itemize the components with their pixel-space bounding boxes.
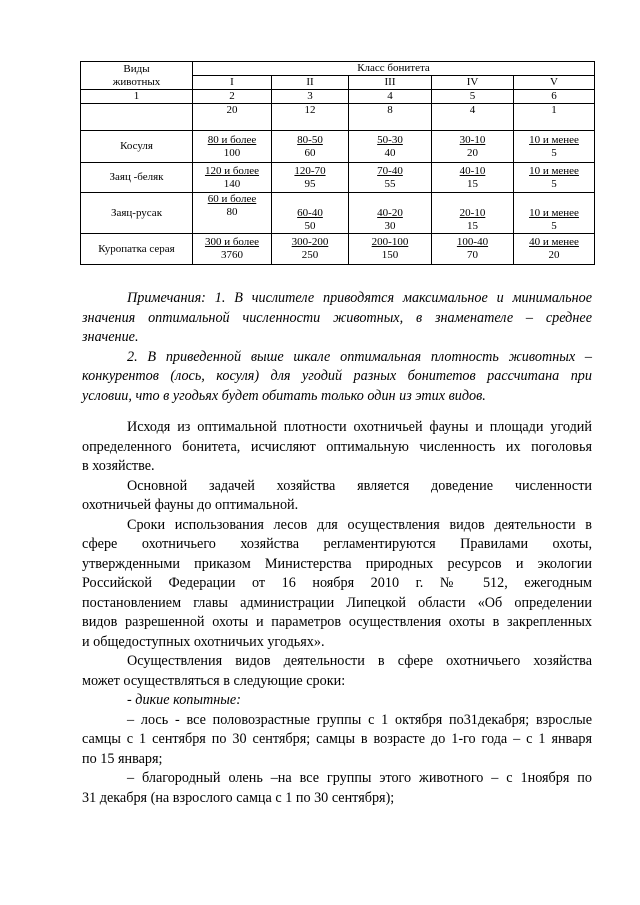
paragraph-3-line: Российской Федерации от 16 ноября 2010 г. № 512, ежегодным xyxy=(82,575,592,591)
column-number: 1 xyxy=(81,90,193,104)
average-value: 20 xyxy=(466,146,478,159)
coefficient-cell: 20 xyxy=(193,104,272,131)
paragraph-1-line: определенного бонитета, исчисляют оптимальную численность их поголовья xyxy=(82,438,592,455)
value-cell xyxy=(432,163,514,193)
average-value: 15 xyxy=(466,177,478,190)
max-min-value: 60 и более xyxy=(207,193,257,205)
value-cell xyxy=(193,193,272,234)
average-value: 5 xyxy=(551,177,557,190)
coefficient-cell: 1 xyxy=(514,104,595,131)
average-value: 55 xyxy=(384,177,396,190)
max-min-value: 60-40 xyxy=(297,207,323,219)
max-min-value: 40-20 xyxy=(377,207,403,219)
class-1-header: I xyxy=(193,76,272,90)
max-min-value: 200-100 xyxy=(371,236,409,248)
paragraph-4-line: может осуществляться в следующие сроки: xyxy=(82,672,346,689)
species-name: Куропатка серая xyxy=(81,234,193,265)
paragraph-3-line: видов разрешенной охоты и параметров осуществления охоты в закрепленных xyxy=(82,614,592,630)
max-min-value: 10 и менее xyxy=(529,164,579,177)
value-cell xyxy=(272,163,349,193)
max-min-value: 40-10 xyxy=(459,164,486,177)
max-min-value: 100-40 xyxy=(456,236,489,248)
average-value: 15 xyxy=(466,220,478,232)
class-2-header: II xyxy=(272,76,349,90)
max-min-value: 120-70 xyxy=(294,164,326,177)
value-cell xyxy=(193,131,272,163)
average-value: 5 xyxy=(551,146,557,159)
average-value: 140 xyxy=(223,177,241,190)
value-cell xyxy=(349,193,432,234)
class-5-header: V xyxy=(514,76,595,90)
species-name: Заяц-русак xyxy=(81,193,193,234)
species-header: Виды животных xyxy=(81,62,193,90)
note-1-line: значение. xyxy=(82,329,139,345)
average-value: 250 xyxy=(301,249,319,261)
value-cell xyxy=(272,131,349,163)
paragraph-2-line: охотничьей фауны до оптимальной. xyxy=(82,497,299,513)
max-min-value: 70-40 xyxy=(377,164,403,177)
class-3-header: III xyxy=(349,76,432,90)
paragraph-2-line: Основной задачей хозяйства является доведение численности xyxy=(127,477,592,494)
max-min-value: 10 и менее xyxy=(529,207,579,219)
paragraph-7-line: 31 декабря (на взрослого самца с 1 по 30 сентября); xyxy=(82,789,395,806)
average-value: 40 xyxy=(384,146,396,159)
value-cell xyxy=(349,234,432,265)
species-name: Косуля xyxy=(81,131,193,163)
value-cell xyxy=(349,163,432,193)
max-min-value: 80-50 xyxy=(297,133,323,146)
column-number: 2 xyxy=(193,90,272,104)
paragraph-3-line: Сроки использования лесов для осуществления видов деятельности в xyxy=(127,516,592,533)
table-row xyxy=(81,131,595,163)
max-min-value: 30-10 xyxy=(459,133,486,146)
max-min-value: 300-200 xyxy=(291,236,329,248)
note-2-line: условии, что в угодьях будет обитать только один из этих видов. xyxy=(82,387,486,404)
average-value: 3760 xyxy=(221,249,243,261)
max-min-value: 20-10 xyxy=(459,207,486,219)
average-value: 50 xyxy=(304,220,316,232)
value-cell xyxy=(272,193,349,234)
table-row xyxy=(81,234,595,265)
column-number: 4 xyxy=(349,90,432,104)
average-value: 30 xyxy=(384,220,396,232)
value-cell xyxy=(193,163,272,193)
max-min-value: 300 и более xyxy=(204,236,260,248)
average-value: 150 xyxy=(381,249,399,261)
average-value: 60 xyxy=(304,146,316,159)
note-2-line: конкурентов (лось, косуля) для угодий разных бонитетов рассчитана при xyxy=(82,368,592,384)
max-min-value: 50-30 xyxy=(377,133,403,146)
column-number: 6 xyxy=(514,90,595,104)
species-name: Заяц -беляк xyxy=(81,163,193,193)
max-min-value: 40 и менее xyxy=(529,236,579,248)
class-header: Класс бонитета xyxy=(193,62,595,76)
value-cell xyxy=(514,131,595,163)
value-cell xyxy=(432,131,514,163)
ungulates-heading: - дикие копытные: xyxy=(127,692,241,708)
column-number: 3 xyxy=(272,90,349,104)
note-1-line: Примечания: 1. В числителе приводятся максимальное и минимальное xyxy=(127,290,592,306)
paragraph-6-line: самцы с 1 сентября по 30 сентября; самцы в возрасте до 1-го года – с 1 января xyxy=(82,731,592,747)
paragraph-4-line: Осуществления видов деятельности в сфере охотничьего хозяйства xyxy=(127,653,592,669)
average-value: 95 xyxy=(304,177,316,190)
coefficient-row xyxy=(81,104,595,131)
note-2-line: 2. В приведенной выше шкале оптимальная плотность животных – xyxy=(127,348,592,365)
table-row xyxy=(81,193,595,234)
column-number: 5 xyxy=(432,90,514,104)
value-cell xyxy=(193,234,272,265)
average-value: 20 xyxy=(548,249,560,261)
value-cell xyxy=(432,234,514,265)
value-cell xyxy=(514,234,595,265)
max-min-value: 120 и более xyxy=(204,164,260,177)
paragraph-3-line: и общедоступных охотничьих угодьях». xyxy=(82,633,325,650)
paragraph-1-line: в хозяйстве. xyxy=(82,458,155,474)
paragraph-6-line: – лось - все половозрастные группы с 1 октября по31декабря; взрослые xyxy=(127,711,592,728)
average-value: 5 xyxy=(551,220,557,232)
paragraph-3-line: постановлением главы администрации Липецкой области «Об определении xyxy=(82,594,592,611)
paragraph-7-line: – благородный олень –на все группы этого животного – с 1ноября по xyxy=(127,770,592,786)
table-row xyxy=(81,163,595,193)
max-min-value: 10 и менее xyxy=(529,133,579,146)
paragraph-6-line: по 15 января; xyxy=(82,750,163,767)
body-text xyxy=(82,418,592,808)
value-cell xyxy=(432,193,514,234)
average-value: 70 xyxy=(466,249,478,261)
max-min-value: 80 и более xyxy=(207,133,257,146)
bonitet-table xyxy=(80,61,595,265)
empty-cell xyxy=(81,104,193,131)
paragraph-3-line: утвержденными приказом Министерства природных ресурсов и экологии xyxy=(82,555,592,572)
average-value: 100 xyxy=(223,146,241,159)
numbering-row xyxy=(81,90,595,104)
coefficient-cell: 8 xyxy=(349,104,432,131)
average-value: 80 xyxy=(226,206,238,218)
paragraph-3-line: сфере охотничьего хозяйства регламентируются Правилами охоты, xyxy=(82,536,592,552)
note-1-line: значения оптимальной численности животных, в знаменателе – среднее xyxy=(82,309,592,326)
value-cell xyxy=(514,163,595,193)
paragraph-1-line: Исходя из оптимальной плотности охотничьей фауны и площади угодий xyxy=(127,419,592,435)
value-cell xyxy=(272,234,349,265)
table-notes xyxy=(82,289,592,406)
value-cell xyxy=(349,131,432,163)
coefficient-cell: 4 xyxy=(432,104,514,131)
coefficient-cell: 12 xyxy=(272,104,349,131)
class-4-header: IV xyxy=(432,76,514,90)
value-cell xyxy=(514,193,595,234)
